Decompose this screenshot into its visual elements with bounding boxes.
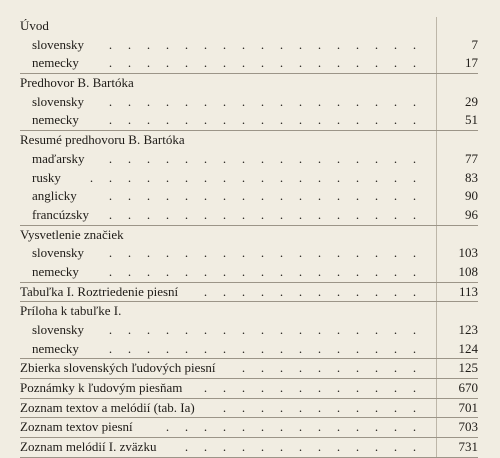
- toc-entry-label: Vysvetlenie značiek: [20, 226, 124, 242]
- toc-page-number: 670: [458, 380, 478, 396]
- dot-leader: . . . . . . . . . . . . . . . . .: [108, 112, 417, 128]
- toc-page-number: 90: [465, 188, 478, 204]
- toc-page-number: 113: [458, 283, 478, 299]
- toc-entry: [20, 418, 478, 438]
- toc-entry-label: Predhovor B. Bartóka: [20, 75, 134, 91]
- toc-subentry: [20, 206, 478, 226]
- toc-entry: [20, 302, 478, 321]
- toc-entry-label: Zoznam melódií I. zväzku: [20, 439, 157, 455]
- toc-subentry: [20, 263, 478, 283]
- dot-leader: . . . . . . . . . . . .: [203, 283, 417, 299]
- toc-entry-label: nemecky: [32, 263, 79, 279]
- dot-leader: . . . . . . . . . . . . . . . . . .: [89, 169, 417, 185]
- toc-entry-label: Zoznam textov a melódií (tab. Ia): [20, 399, 195, 415]
- dot-leader: . . . . . . . . . . . . . . . . .: [108, 340, 417, 356]
- toc-entry: [20, 226, 478, 245]
- toc-entry: [20, 359, 478, 379]
- dot-leader: . . . . . . . . . . . . . .: [165, 419, 417, 435]
- toc-page-number: 96: [465, 206, 478, 222]
- dot-leader: . . . . . . . . . . . . . . . . .: [108, 322, 417, 337]
- toc-subentry: [20, 340, 478, 360]
- toc-entry-label: Príloha k tabuľke I.: [20, 303, 122, 319]
- toc-entry-label: Tabuľka I. Roztriedenie piesní: [20, 283, 179, 299]
- toc-entry-label: Úvod: [20, 18, 49, 33]
- toc-entry-label: francúzsky: [32, 206, 90, 222]
- toc-entry-label: slovensky: [32, 93, 84, 109]
- toc-entry: [20, 17, 478, 36]
- toc-entry-label: slovensky: [32, 36, 84, 52]
- toc-page-number: 51: [465, 112, 478, 128]
- toc-subentry: [20, 36, 478, 55]
- toc-page-number: 731: [458, 439, 478, 455]
- table-of-contents: [20, 17, 478, 458]
- toc-entry-label: nemecky: [32, 340, 79, 356]
- toc-page-number: 124: [458, 340, 478, 356]
- dot-leader: . . . . . . . . . . . . . . . . .: [108, 55, 417, 71]
- toc-entry: [20, 379, 478, 399]
- toc-entry-label: maďarsky: [32, 150, 85, 166]
- toc-subentry: [20, 187, 478, 206]
- dot-leader: . . . . . . . . . . .: [222, 399, 417, 415]
- dot-leader: . . . . . . . . . .: [241, 360, 417, 376]
- toc-page-number: 17: [465, 55, 478, 71]
- toc-subentry: [20, 244, 478, 263]
- dot-leader: . . . . . . . . . . . . . . . . .: [108, 93, 417, 109]
- toc-entry-label: nemecky: [32, 55, 79, 71]
- dot-leader: . . . . . . . . . . . . . . . . .: [108, 188, 417, 204]
- dot-leader: . . . . . . . . . . . . . . . . .: [108, 150, 417, 166]
- toc-page-number: 108: [458, 263, 478, 279]
- toc-page-number: 123: [458, 322, 478, 337]
- toc-entry: [20, 131, 478, 150]
- toc-entry: [20, 438, 478, 458]
- dot-leader: . . . . . . . . . . . .: [203, 380, 417, 396]
- toc-page-number: 83: [465, 169, 478, 185]
- toc-subentry: [20, 93, 478, 112]
- toc-entry-label: Zbierka slovenských ľudových piesní: [20, 360, 216, 376]
- dot-leader: . . . . . . . . . . . . . . . . .: [108, 36, 417, 52]
- toc-entry-label: Poznámky k ľudovým piesňam: [20, 380, 183, 396]
- toc-page-number: 125: [458, 360, 478, 376]
- toc-page-number: 7: [471, 36, 478, 52]
- toc-entry-label: Zoznam textov piesní: [20, 419, 133, 435]
- toc-entry-label: rusky: [32, 169, 61, 185]
- toc-subentry: [20, 111, 478, 131]
- toc-entry-label: slovensky: [32, 245, 84, 261]
- toc-entry: [20, 283, 478, 303]
- dot-leader: . . . . . . . . . . . . . . . . .: [108, 263, 417, 279]
- toc-subentry: [20, 150, 478, 169]
- toc-entry: [20, 399, 478, 419]
- toc-subentry: [20, 321, 478, 340]
- toc-entry-label: slovensky: [32, 322, 84, 337]
- toc-entry-label: nemecky: [32, 112, 79, 128]
- toc-entry: [20, 74, 478, 93]
- dot-leader: . . . . . . . . . . . . .: [184, 439, 417, 455]
- toc-subentry: [20, 54, 478, 74]
- toc-entry-label: anglicky: [32, 188, 77, 204]
- toc-page-number: 103: [458, 245, 478, 261]
- toc-page-number: 703: [458, 419, 478, 435]
- toc-entry-label: Resumé predhovoru B. Bartóka: [20, 132, 185, 148]
- dot-leader: . . . . . . . . . . . . . . . . .: [108, 206, 417, 222]
- toc-page-number: 77: [465, 150, 478, 166]
- toc-subentry: [20, 169, 478, 188]
- dot-leader: . . . . . . . . . . . . . . . . .: [108, 245, 417, 261]
- toc-page-number: 701: [458, 399, 478, 415]
- toc-page-number: 29: [465, 93, 478, 109]
